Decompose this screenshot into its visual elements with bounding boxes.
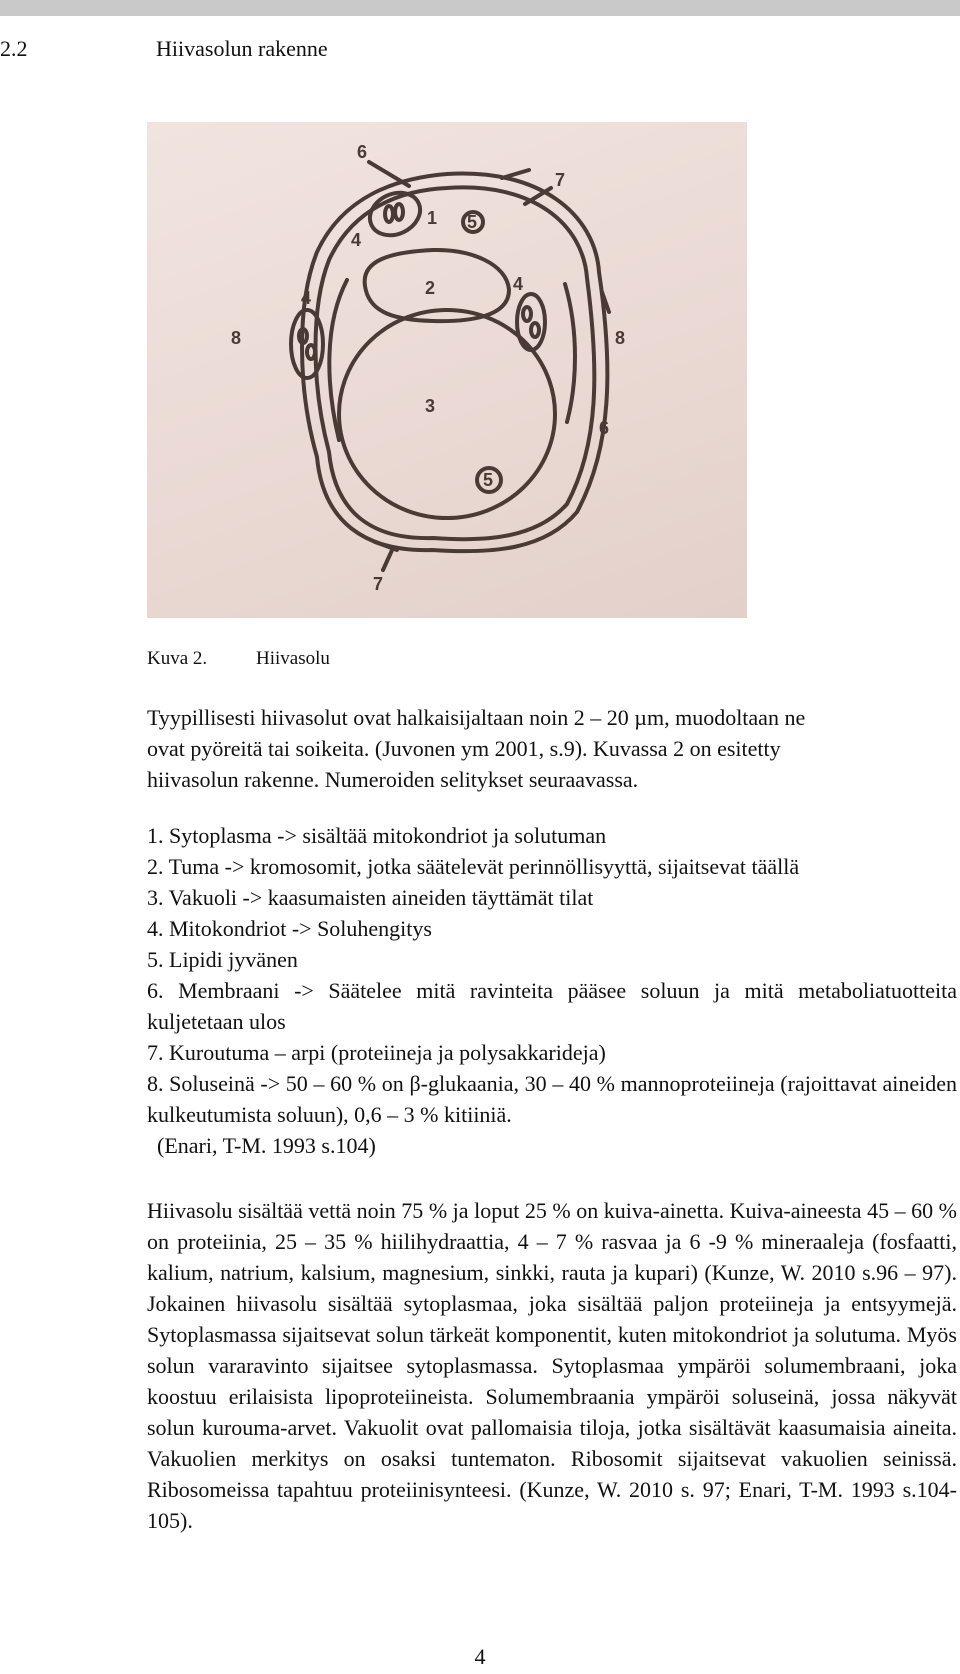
label-6-top: 6	[357, 142, 368, 162]
legend-item: 4. Mitokondriot -> Soluhengitys	[147, 916, 432, 941]
label-8-left: 8	[231, 328, 242, 348]
label-5-top: 5	[467, 212, 478, 232]
label-4-top: 4	[351, 230, 362, 250]
legend-item: 8. Soluseinä -> 50 – 60 % on β-glukaania, 30 – 40 % mannoproteiineja (rajoittavat aineiden kulkeutumista soluun), 0,6 – 3 % kitiiniä.	[147, 1071, 957, 1127]
legend-item: 3. Vakuoli -> kaasumaisten aineiden täyttämät tilat	[147, 885, 594, 910]
caption-number: Kuva 2.	[147, 648, 208, 669]
legend-item: 1. Sytoplasma -> sisältää mitokondriot ja solutuman	[147, 823, 607, 848]
mitochondrion-left	[291, 310, 323, 378]
label-2: 2	[425, 278, 436, 298]
body-paragraph: Hiivasolu sisältää vettä noin 75 % ja loput 25 % on kuiva-ainetta. Kuiva-aineesta 45 – 60 % on proteiinia, 25 – 35 % hiilihydraattia, 4 – 7 % rasvaa ja 6 -9 % mineraaleja (fosfaatti, kalium, natrium, kalsium, magnesium, sinkki, rauta ja kupari) (Kunze, W. 2010 s.96 – 97). Jokainen hiivasolu sisältää sytoplasmaa, joka sisältää paljon proteiineja ja entsyymejä. Sytoplasmassa sijaitsevat solun tärkeät komponentit, kuten mitokondriot ja solutuma. Myös solun vararavinto sijaitsee sytoplasmassa. Sytoplasmaa ympäröi solumembraani, joka koostuu erilaisista lipoproteiineista. Solumembraania ympäröi soluseinä, jossa näkyvät solun kurouma-arvet. Vakuolit ovat pallomaisia tiloja, jotka sisältävät kaasumaisia aineita. Vakuolien merkitys on osaksi tuntematon. Ribosomit sijaitsevat vakuolien seinissä. Ribosomeissa tapahtuu proteiinisynteesi. (Kunze, W. 2010 s. 97; Enari, T-M. 1993 s.104-105).	[147, 1198, 957, 1533]
label-4-left: 4	[301, 288, 312, 308]
intro-text	[147, 702, 957, 795]
membrane-right	[565, 284, 575, 422]
top-bar	[0, 0, 960, 16]
legend-item: 2. Tuma -> kromosomit, jotka säätelevät perinnöllisyyttä, sijaitsevat täällä	[147, 854, 800, 879]
legend-source: (Enari, T-M. 1993 s.104)	[157, 1133, 376, 1158]
mitochondrion-right	[517, 294, 545, 350]
legend-item: 7. Kuroutuma – arpi (proteiineja ja polysakkarideja)	[147, 1040, 606, 1065]
page-number: 4	[474, 1644, 486, 1669]
label-4-right: 4	[513, 274, 524, 294]
figure-caption	[147, 648, 330, 670]
label-8-right: 8	[615, 328, 626, 348]
legend-item: 5. Lipidi jyvänen	[147, 947, 298, 972]
section-heading	[0, 36, 328, 62]
label-1: 1	[427, 208, 438, 228]
caption-text: Hiivasolu	[256, 648, 330, 669]
label-5-bottom: 5	[483, 470, 494, 490]
section-number: 2.2	[0, 36, 28, 61]
section-title: Hiivasolun rakenne	[156, 36, 328, 61]
legend-list	[147, 820, 957, 1161]
label-7-bottom: 7	[373, 574, 384, 594]
intro-line: Tyypillisesti hiivasolut ovat halkaisijaltaan noin 2 – 20 µm, muodoltaan ne	[147, 705, 806, 730]
label-6-right: 6	[599, 418, 610, 438]
label-7-top: 7	[555, 170, 566, 190]
yeast-cell-diagram	[147, 122, 747, 618]
legend-item: 6. Membraani -> Säätelee mitä ravinteita pääsee soluun ja mitä metaboliatuotteita kuljetetaan ulos	[147, 978, 957, 1034]
bud-scar-top	[502, 170, 529, 178]
yeast-cell-figure	[147, 122, 747, 618]
intro-line: ovat pyöreitä tai soikeita. (Juvonen ym 2001, s.9). Kuvassa 2 on esitetty	[147, 736, 781, 761]
label-3: 3	[425, 396, 436, 416]
intro-line: hiivasolun rakenne. Numeroiden selitykset seuraavassa.	[147, 767, 639, 792]
